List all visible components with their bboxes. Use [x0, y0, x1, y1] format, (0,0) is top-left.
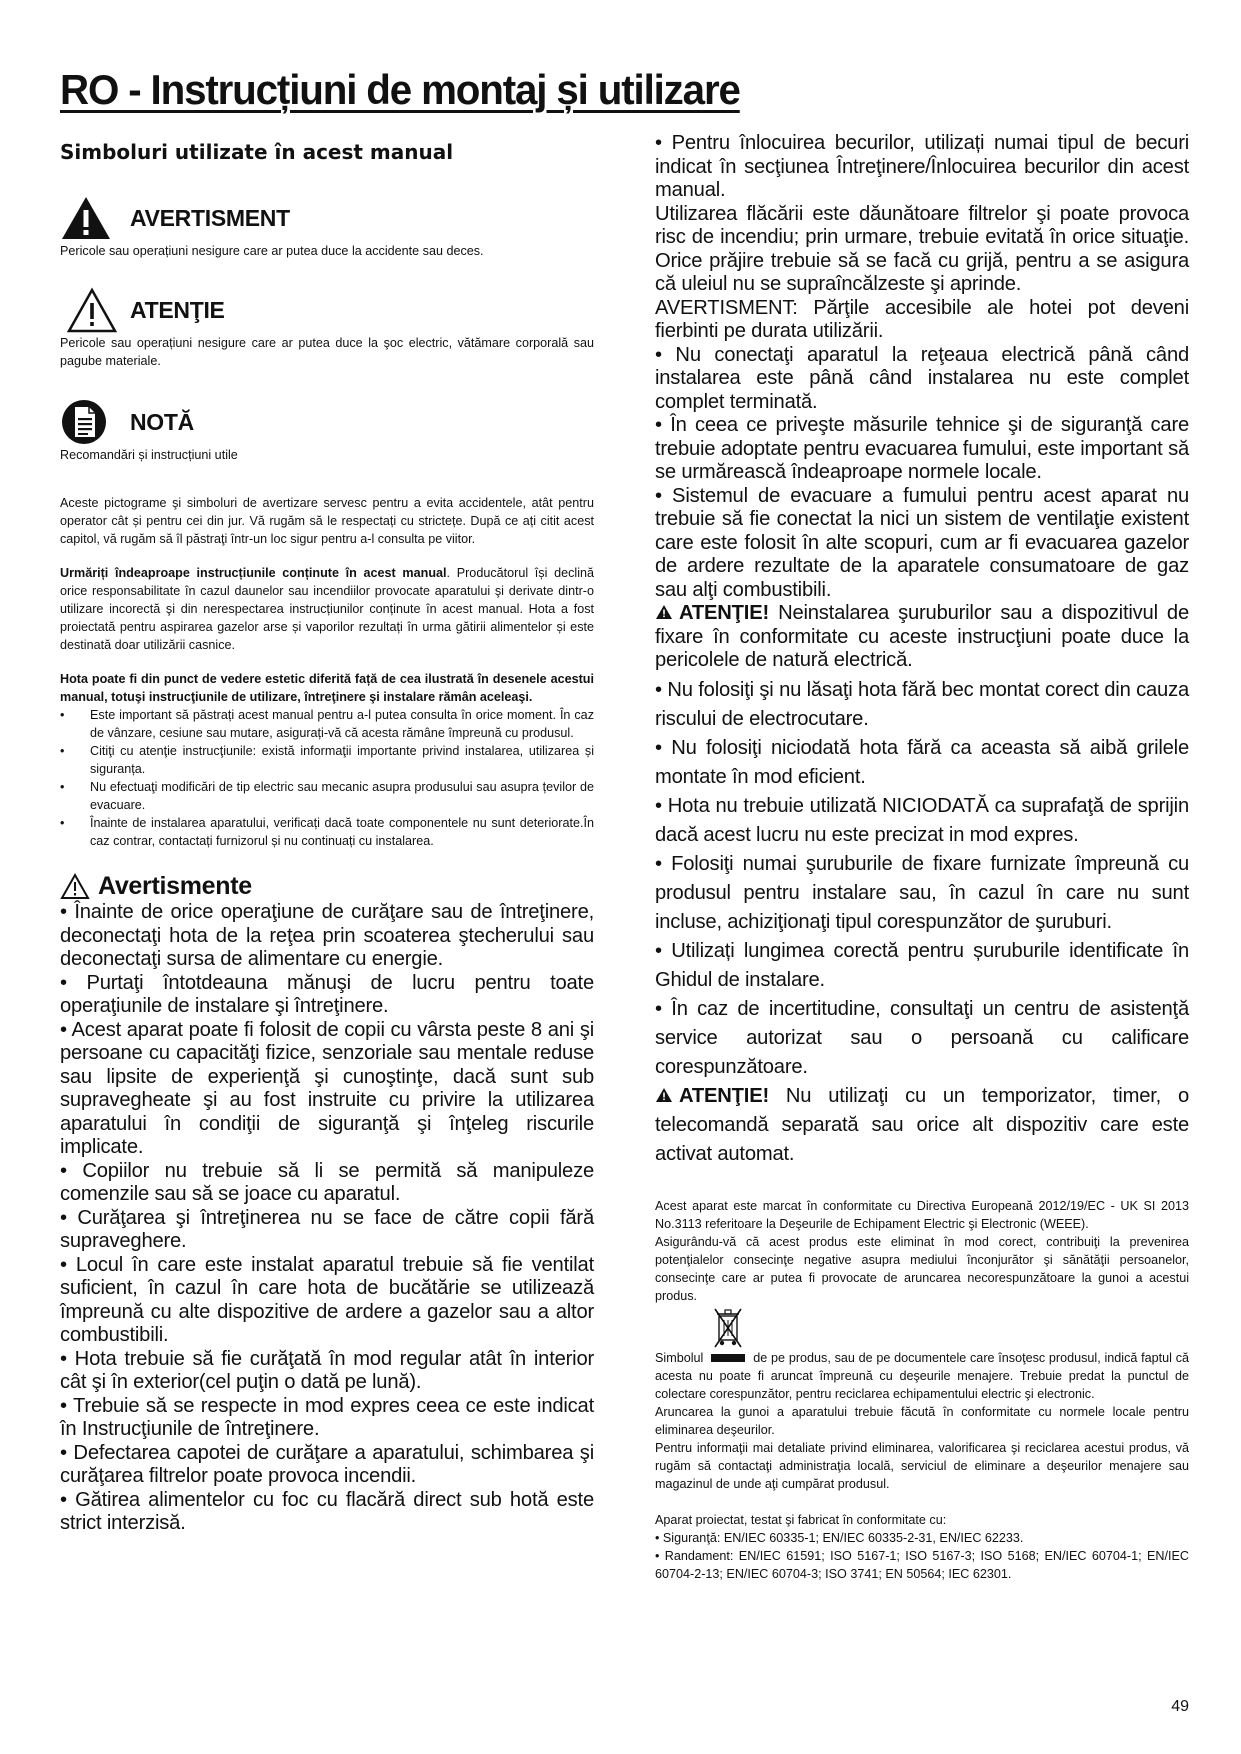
warning-item: • În ceea ce priveşte măsurile tehnice şi de siguranţă care trebuie adoptate pentru evacuarea fumului, este important să se urmărească îndeaproape normele locale.: [655, 414, 1189, 483]
symbols-heading: Simboluri utilizate în acest manual: [60, 140, 454, 164]
list-item: • Este important să păstrați acest manual pentru a-l putea consulta în orice moment. În caz de vânzare, cesiune sau mutare, asigurați-vă că acesta rămâne împreună cu produsul.: [90, 706, 594, 742]
environment-paragraph: Acest aparat este marcat în conformitate cu Directiva Europeană 2012/19/EC - UK SI 2013 No.3113 referitoare la Deşeurile de Echipament Electric şi Electronic (WEEE).: [655, 1198, 1189, 1231]
environment-paragraph: Aparat proiectat, testat şi fabricat în conformitate cu:: [655, 1512, 947, 1527]
warning-title: AVERTISMENT: [130, 204, 290, 231]
warning-item: • Curăţarea şi întreţinerea nu se face de către copii fără supraveghere.: [60, 1206, 594, 1252]
attention-2: [655, 1082, 1189, 1169]
warning-item: • Copiilor nu trebuie să li se permită să manipuleze comenzile sau să se joace cu aparatul.: [60, 1159, 594, 1205]
standards-safety: • Siguranţă: EN/IEC 60335-1; EN/IEC 60335-2-31, EN/IEC 62233.: [655, 1530, 1024, 1545]
environment-paragraph: Asigurându-vă că acest produs este eliminat în mod corect, contribuiţi la prevenirea potenţialelor consecinţe negative asupra mediului înconjurător şi sănătăţii persoanelor, consecinţe care ar putea fi provocate de aruncarea necorespunzătoare la gunoi a acestui produs.: [655, 1234, 1189, 1303]
list-item: • Nu efectuaţi modificări de tip electric sau mecanic asupra produsului sau asupra țevilor de evacuare.: [90, 778, 594, 814]
warnings-heading: [60, 872, 594, 901]
caution-title: ATENŢIE: [130, 296, 225, 323]
note-description: Recomandări și instrucțiuni utile: [60, 448, 238, 462]
warning-item: AVERTISMENT: Părţile accesibile ale hotei pot deveni fierbinti pe durata utilizării.: [655, 296, 1189, 342]
right-column: [655, 132, 1189, 1583]
attention-1-text: Neinstalarea şuruburilor sau a dispozitivul de fixare în conformitate cu aceste instrucţiuni poate duce la pericolele de natură electrică.: [655, 602, 1189, 671]
symbol-word: Simbolul: [655, 1350, 704, 1365]
environment-symbol-paragraph: [655, 1349, 1189, 1403]
attention-2-label: ATENŢIE!: [679, 1084, 769, 1107]
warnings-right-loose-list: [655, 676, 1189, 1169]
caution-description: Pericole sau operațiuni nesigure care ar putea duce la şoc electric, vătămare corporală sau pagube materiale.: [60, 336, 594, 368]
list-item: • Citiţi cu atenţie instrucţiunile: există informaţii importante privind instalarea, utilizarea și siguranța.: [90, 742, 594, 778]
warning-filled-icon: [655, 1087, 673, 1103]
warning-item: • Nu folosiţi şi nu lăsaţi hota fără bec montat corect din cauza riscului de electrocutare.: [655, 678, 1189, 730]
symbol-warning: [60, 194, 594, 260]
warning-item: • Acest aparat poate fi folosit de copii cu vârsta peste 8 ani şi persoane cu capacităţi fizice, senzoriale sau mentale reduse sau lipsite de experienţă şi cunoştinţe, dacă sunt sub supravegheate şi au fost instruite cu privire la utilizarea aparatului în condiţii de siguranţă şi înţeleg riscurile implicate.: [60, 1018, 594, 1158]
intro-bullet-list: [60, 706, 594, 850]
attention-2-text: Nu utilizaţi cu un temporizator, timer, o telecomandă separată sau orice alt dispozitiv care este activat automat.: [655, 1084, 1189, 1165]
symbol-description: de pe produs, sau de pe documentele care însoţesc produsul, indică faptul că acesta nu poate fi aruncat împreună cu deşeurile menajere. Trebuie predat la punctul de colectare corespunzător, pentru reciclarea echipamentului electric şi electronic.: [655, 1350, 1189, 1401]
environment-paragraph: Aruncarea la gunoi a aparatului trebuie făcută în conformitate cu normele locale pentru eliminarea deşeurilor.: [655, 1404, 1189, 1437]
warning-item: • Gătirea alimentelor cu foc cu flacără direct sub hotă este strict interzisă.: [60, 1488, 594, 1534]
attention-1: [655, 602, 1189, 673]
intro-paragraph-3: [60, 670, 594, 706]
warning-item: • Nu conectaţi aparatul la reţeaua electrică până când instalarea este până când instalarea nu este complet complet terminată.: [655, 343, 1189, 413]
intro-paragraph-1: Aceste pictograme şi simboluri de avertizare servesc pentru a evita accidentele, atât pentru operator cât și pentru cei din jur. Vă rugăm să le respectați cu strictețe. După ce ați citit acest capitol, vă rugăm să îl păstraţi într-un loc sigur pentru a-l consulta pe viitor.: [60, 496, 594, 546]
intro-paragraph-2-text: . Producătorul își declină orice responsabilitate în cazul daunelor sau incendiilor provocate aparatului şi derivate dintr-o utilizare incorectă şi din nerespectarea instrucțiunilor conținute în acest manual. Hota a fost proiectată pentru aspirarea gazelor arse și vaporilor rezultați în urma gătirii alimentelor și este destinată doar utilizării casnice.: [60, 566, 595, 652]
warning-item: • Folosiţi numai şuruburile de fixare furnizate împreună cu produsul pentru instalare sau, în cazul în care nu sunt incluse, achiziţionaţi tipul corespunzător de şuruburi.: [655, 852, 1189, 933]
left-column: [60, 132, 594, 1536]
warning-item: • Nu folosiţi niciodată hota fără ca aceasta să aibă grilele montate în mod eficient.: [655, 736, 1189, 788]
warning-item: • Locul în care este instalat aparatul trebuie să fie ventilat suficient, în cazul în care hota de bucătărie se utilizează împreună cu alte dispozitive de ardere a gazelor sau a altor combustibili.: [60, 1253, 594, 1346]
warnings-right-list: [655, 132, 1189, 673]
warnings-heading-label: Avertismente: [98, 872, 252, 900]
warning-item: • Sistemul de evacuare a fumului pentru acest aparat nu trebuie să fie conectat la nici un sistem de ventilaţie existent care este folosit în alte scopuri, cum ar fi evacuarea gazelor de ardere rezultate de la aparatele consumatoare de gaz sau alţi combustibili.: [655, 484, 1189, 601]
environment-section: [655, 1197, 1189, 1583]
warnings-left-list: [60, 901, 594, 1536]
list-item: • Înainte de instalarea aparatului, verificați dacă toate componentele nu sunt deteriorate.În caz contrar, contactați furnizorul și nu continuați cu instalarea.: [90, 814, 594, 850]
warning-item: • Înainte de orice operaţiune de curăţare sau de întreţinere, deconectaţi hota de la reţea prin scoaterea ştecherului sau deconectaţi sursa de alimentare cu energie.: [60, 901, 594, 970]
intro-paragraph-2: [60, 564, 594, 654]
intro-paragraph-3-bold: Hota poate fi din punct de vedere estetic diferită față de cea ilustrată în desenele acestui manual, totuşi instrucţiunile de utilizare, întreţinere şi instalare rămân aceleaşi.: [60, 672, 594, 704]
standards-performance: • Randament: EN/IEC 61591; ISO 5167-1; ISO 5167-3; ISO 5168; EN/IEC 60704-1; EN/IEC 60704-2-13; EN/IEC 60704-3; ISO 3741; EN 50564; IEC 62301.: [655, 1548, 1189, 1581]
environment-paragraph: Pentru informaţii mai detaliate privind eliminarea, valorificarea şi reciclarea acestui produs, vă rugăm să contactaţi administraţia locală, serviciul de eliminare a deşeurilor menajere sau magazinul de unde aţi cumpărat produsul.: [655, 1440, 1189, 1491]
caution-outline-icon: [66, 286, 118, 334]
intro-paragraph-2-bold: Urmăriți îndeaproape instrucțiunile conținute în acest manual: [60, 566, 447, 580]
warning-item: • În caz de incertitudine, consultaţi un centru de asistenţă service autorizat sau o persoană cu calificare corespunzătoare.: [655, 997, 1189, 1078]
warning-item: • Purtaţi întotdeauna mănuşi de lucru pentru toate operaţiunile de instalare şi întreţinere.: [60, 971, 594, 1017]
page-number: 49: [1171, 1698, 1189, 1715]
weee-bar-icon: [711, 1354, 745, 1362]
warning-item: • Pentru înlocuirea becurilor, utilizați numai tipul de becuri indicat în secţiunea Întreţinere/Înlocuirea becurilor din acest manual.: [655, 132, 1189, 201]
warning-filled-icon: [655, 604, 673, 620]
crossed-bin-icon: [713, 1307, 743, 1349]
symbol-caution: [60, 286, 594, 370]
warning-item: • Hota nu trebuie utilizată NICIODATĂ ca suprafaţă de sprijin dacă acest lucru nu este precizat in mod expres.: [655, 794, 1189, 846]
note-document-icon: [60, 398, 112, 446]
warning-item: • Defectarea capotei de curăţare a aparatului, schimbarea şi curăţarea filtrelor poate provoca incendii.: [60, 1441, 594, 1487]
attention-1-label: ATENŢIE!: [679, 602, 769, 624]
warning-item: • Hota trebuie să fie curăţată în mod regular atât în interior cât şi în exterior(cel puţin o dată pe lună).: [60, 1347, 594, 1393]
warning-outline-icon: [60, 873, 90, 900]
symbol-note: [60, 398, 594, 464]
note-title: NOTĂ: [130, 408, 194, 435]
warning-item: • Utilizați lungimea corectă pentru șuruburile identificate în Ghidul de instalare.: [655, 939, 1189, 991]
warning-filled-icon: [60, 194, 112, 242]
warning-description: Pericole sau operațiuni nesigure care ar putea duce la accidente sau deces.: [60, 244, 484, 258]
warning-item: Utilizarea flăcării este dăunătoare filtrelor şi poate provoca risc de incendiu; prin urmare, trebuie evitată în orice situaţie. Orice prăjire trebuie să se facă cu grijă, pentru a se asigura că uleiul nu se supraîncălzeste şi aprinde.: [655, 202, 1189, 295]
warning-item: • Trebuie să se respecte in mod expres ceea ce este indicat în Instrucţiunile de întreţinere.: [60, 1394, 594, 1440]
page-title: RO - Instrucțiuni de montaj și utilizare: [60, 66, 740, 113]
